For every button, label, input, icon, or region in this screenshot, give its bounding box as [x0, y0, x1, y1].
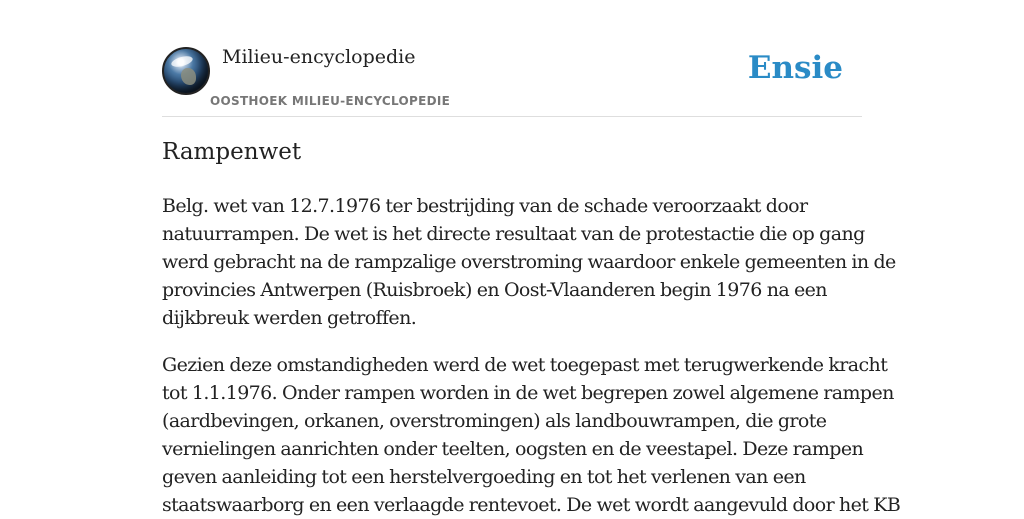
article-title: Rampenwet — [162, 139, 302, 165]
article-paragraph — [162, 192, 896, 332]
paragraph-line: (aardbevingen, orkanen, overstromingen) als landbouwrampen, die grote — [162, 410, 827, 432]
article-paragraph — [162, 351, 901, 519]
paragraph-line: tot 1.1.1976. Onder rampen worden in de wet begrepen zowel algemene rampen — [162, 382, 894, 404]
paragraph-line: Gezien deze omstandigheden werd de wet toegepast met terugwerkende kracht — [162, 354, 888, 376]
logo-cloud — [170, 54, 194, 68]
paragraph-line: provincies Antwerpen (Ruisbroek) en Oost-Vlaanderen begin 1976 na een — [162, 279, 827, 301]
paragraph-line: geven aanleiding tot een herstelvergoeding en tot het verlenen van een — [162, 466, 806, 488]
site-header — [162, 0, 862, 117]
paragraph-line: vernielingen aanrichten onder teelten, oogsten en de veestapel. Deze rampen — [162, 438, 864, 460]
paragraph-line: natuurrampen. De wet is het directe resultaat van de protestactie die op gang — [162, 223, 865, 245]
paragraph-line: werd gebracht na de rampzalige overstroming waardoor enkele gemeenten in de — [162, 251, 896, 273]
site-title-link[interactable]: Milieu-encyclopedie — [222, 46, 416, 68]
page — [162, 0, 901, 516]
ensie-brand-logo[interactable]: Ensie — [747, 50, 843, 86]
logo-land — [181, 68, 196, 85]
paragraph-line: Belg. wet van 12.7.1976 ter bestrijding van de schade veroorzaakt door — [162, 195, 808, 217]
paragraph-line: dijkbreuk werden getroffen. — [162, 307, 417, 329]
site-subtitle: OOSTHOEK MILIEU-ENCYCLOPEDIE — [210, 94, 451, 108]
earth-globe-logo[interactable] — [162, 47, 210, 95]
paragraph-line: staatswaarborg en een verlaagde rentevoet. De wet wordt aangevuld door het KB — [162, 494, 901, 516]
